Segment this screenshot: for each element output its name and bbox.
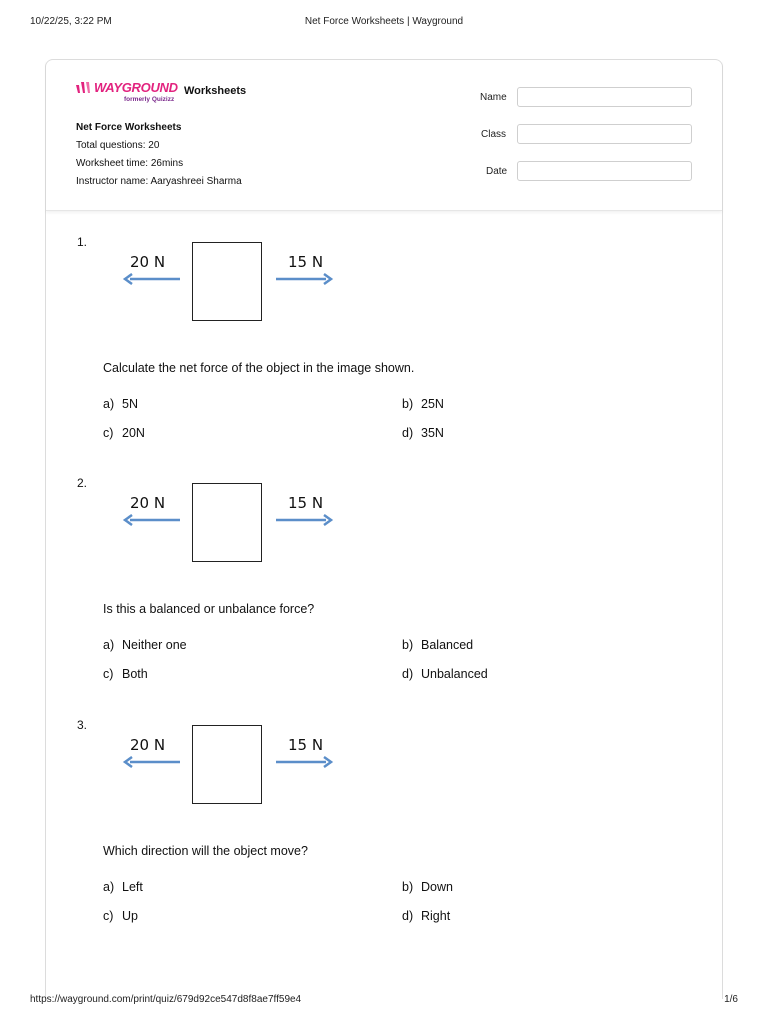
force-diagram bbox=[118, 480, 338, 570]
option-letter: d) bbox=[402, 426, 414, 440]
right-arrow-icon bbox=[274, 273, 334, 285]
brand-product: Worksheets bbox=[184, 85, 247, 97]
name-field[interactable] bbox=[517, 87, 692, 107]
option-text: Right bbox=[421, 909, 451, 923]
option-text: Both bbox=[122, 667, 148, 681]
option-letter: b) bbox=[402, 397, 414, 411]
option-d[interactable] bbox=[402, 667, 488, 681]
right-arrow-icon bbox=[274, 514, 334, 526]
option-text: 20N bbox=[122, 426, 145, 440]
worksheet-title: Net Force Worksheets bbox=[76, 122, 182, 133]
print-url: https://wayground.com/print/quiz/679d92ce547d8f8ae7ff59e4 bbox=[30, 994, 302, 1005]
left-arrow-icon bbox=[122, 756, 182, 768]
left-force-label: 20 N bbox=[130, 494, 166, 512]
option-text: 5N bbox=[122, 397, 138, 411]
question-text: Which direction will the object move? bbox=[103, 844, 308, 858]
option-c[interactable] bbox=[103, 909, 138, 923]
option-text: Balanced bbox=[421, 638, 474, 652]
question-text: Is this a balanced or unbalance force? bbox=[103, 602, 315, 616]
class-field[interactable] bbox=[517, 124, 692, 144]
option-text: Down bbox=[421, 880, 453, 894]
question-number: 2. bbox=[77, 476, 88, 490]
option-letter: c) bbox=[103, 667, 114, 681]
option-text: 25N bbox=[421, 397, 444, 411]
date-field[interactable] bbox=[517, 161, 692, 181]
worksheet-sheet bbox=[45, 59, 723, 999]
option-text: Left bbox=[122, 880, 143, 894]
option-c[interactable] bbox=[103, 667, 148, 681]
question-number: 1. bbox=[77, 235, 88, 249]
print-footer bbox=[30, 994, 738, 1008]
option-text: Neither one bbox=[122, 638, 187, 652]
right-force-label: 15 N bbox=[288, 253, 324, 271]
force-diagram bbox=[118, 722, 338, 812]
option-letter: c) bbox=[103, 426, 114, 440]
object-box bbox=[192, 725, 262, 804]
right-force-label: 15 N bbox=[288, 494, 324, 512]
class-label: Class bbox=[481, 129, 507, 140]
option-letter: d) bbox=[402, 667, 414, 681]
left-arrow-icon bbox=[122, 273, 182, 285]
date-label: Date bbox=[486, 166, 508, 177]
object-box bbox=[192, 242, 262, 321]
print-datetime: 10/22/25, 3:22 PM bbox=[30, 16, 112, 27]
brand-logo bbox=[76, 80, 186, 110]
name-label: Name bbox=[480, 92, 507, 103]
option-a[interactable] bbox=[103, 397, 138, 411]
option-c[interactable] bbox=[103, 426, 145, 440]
option-d[interactable] bbox=[402, 909, 450, 923]
worksheet-time: Worksheet time: 26mins bbox=[76, 158, 184, 169]
total-questions: Total questions: 20 bbox=[76, 140, 160, 151]
question-3 bbox=[46, 718, 724, 948]
option-b[interactable] bbox=[402, 638, 473, 652]
left-arrow-icon bbox=[122, 514, 182, 526]
option-text: 35N bbox=[421, 426, 444, 440]
question-number: 3. bbox=[77, 718, 88, 732]
instructor-name: Instructor name: Aaryashreei Sharma bbox=[76, 176, 242, 187]
option-a[interactable] bbox=[103, 638, 187, 652]
question-text: Calculate the net force of the object in the image shown. bbox=[103, 361, 415, 375]
wayground-logo-icon bbox=[76, 82, 94, 94]
print-page-title: Net Force Worksheets | Wayground bbox=[304, 16, 464, 27]
worksheet-meta bbox=[76, 119, 242, 191]
brand-formerly: formerly Quizizz bbox=[124, 96, 175, 103]
right-arrow-icon bbox=[274, 756, 334, 768]
force-diagram bbox=[118, 239, 338, 329]
option-letter: a) bbox=[103, 638, 115, 652]
right-force-label: 15 N bbox=[288, 736, 324, 754]
option-d[interactable] bbox=[402, 426, 444, 440]
option-b[interactable] bbox=[402, 880, 453, 894]
print-page-number: 1/6 bbox=[724, 994, 738, 1005]
brand-name: WAYGROUND bbox=[94, 80, 178, 95]
question-1 bbox=[46, 235, 724, 465]
option-letter: b) bbox=[402, 638, 414, 652]
option-letter: a) bbox=[103, 397, 115, 411]
print-header bbox=[30, 16, 738, 30]
option-letter: d) bbox=[402, 909, 414, 923]
question-2 bbox=[46, 476, 724, 706]
left-force-label: 20 N bbox=[130, 253, 166, 271]
option-letter: c) bbox=[103, 909, 114, 923]
option-text: Up bbox=[122, 909, 138, 923]
option-text: Unbalanced bbox=[421, 667, 488, 681]
object-box bbox=[192, 483, 262, 562]
option-a[interactable] bbox=[103, 880, 143, 894]
option-letter: a) bbox=[103, 880, 115, 894]
option-letter: b) bbox=[402, 880, 414, 894]
option-b[interactable] bbox=[402, 397, 444, 411]
left-force-label: 20 N bbox=[130, 736, 166, 754]
worksheet-header bbox=[46, 60, 722, 211]
